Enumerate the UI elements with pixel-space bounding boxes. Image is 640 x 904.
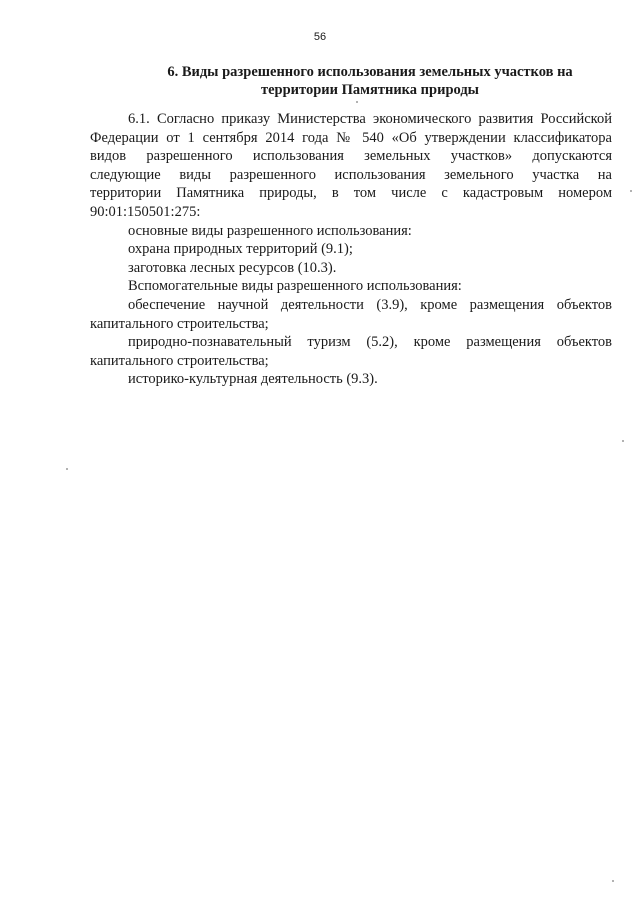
paragraph-line: Федерации от 1 сентября 2014 года № 540 «Об утверждении классификатора xyxy=(90,129,612,146)
paragraph-line: капитального строительства; xyxy=(90,315,269,332)
scan-speck xyxy=(630,190,632,192)
main-use-item: заготовка лесных ресурсов (10.3). xyxy=(128,259,337,276)
page-number: 56 xyxy=(313,31,327,43)
document-body xyxy=(90,110,612,389)
paragraph-line: 6.1. Согласно приказу Министерства экономического развития Российской xyxy=(128,111,612,127)
paragraph-line: обеспечение научной деятельности (3.9), кроме размещения объектов xyxy=(128,296,612,313)
aux-use-item xyxy=(90,333,612,370)
scan-speck xyxy=(612,880,614,882)
paragraph-line: капитального строительства; xyxy=(90,352,269,369)
section-heading-line-1: 6. Виды разрешенного использования земельных участков на xyxy=(167,64,573,80)
main-uses-title: основные виды разрешенного использования: xyxy=(128,222,412,239)
aux-use-item: историко-культурная деятельность (9.3). xyxy=(128,371,378,388)
scan-speck xyxy=(622,440,624,442)
paragraph-line: территории Памятника природы, в том числе с кадастровым номером xyxy=(90,185,612,202)
paragraph-line: следующие виды разрешенного использования земельного участка на xyxy=(90,166,612,183)
aux-uses-title: Вспомогательные виды разрешенного использования: xyxy=(128,278,462,295)
paragraph-line: видов разрешенного использования земельных участков» допускаются xyxy=(90,148,612,165)
section-heading xyxy=(110,63,630,99)
section-heading-line-2: территории Памятника природы xyxy=(260,82,480,98)
paragraph-line: 90:01:150501:275: xyxy=(90,203,201,220)
paragraph-6-1 xyxy=(90,110,612,222)
scan-speck xyxy=(66,468,68,470)
paragraph-line: природно-познавательный туризм (5.2), кроме размещения объектов xyxy=(128,334,612,351)
scan-speck xyxy=(356,101,358,103)
aux-use-item xyxy=(90,296,612,333)
main-use-item: охрана природных территорий (9.1); xyxy=(128,241,353,258)
